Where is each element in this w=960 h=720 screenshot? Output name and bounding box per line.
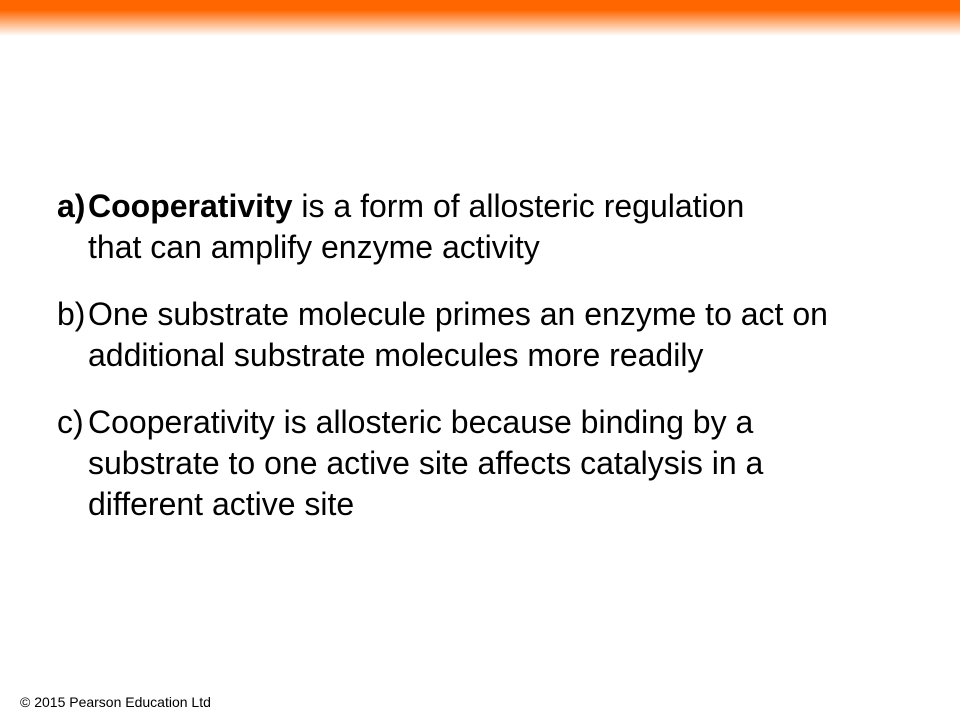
line-text: additional substrate molecules more readily — [88, 337, 704, 373]
line-text: substrate to one active site affects catalysis in a — [88, 445, 764, 481]
line-text: is a form of allosteric regulation — [292, 188, 745, 224]
header-gradient-bar — [0, 0, 960, 40]
line-text: different active site — [88, 486, 355, 522]
text-line — [88, 443, 763, 484]
text-line — [88, 402, 763, 443]
list-item-c-text — [88, 402, 763, 525]
list-item-c — [57, 402, 828, 525]
list-item-b — [57, 294, 828, 376]
line-text: that can amplify enzyme activity — [88, 229, 540, 265]
list-marker-a: a) — [57, 188, 86, 224]
list-item-b-text — [88, 294, 828, 376]
list-marker-c: c) — [57, 404, 84, 440]
list-marker-b: b) — [57, 296, 86, 332]
list-item-a-text — [88, 186, 744, 268]
text-line — [88, 484, 763, 525]
text-line — [88, 294, 828, 335]
text-line — [88, 335, 828, 376]
bold-term: Cooperativity — [88, 188, 293, 224]
line-text: One substrate molecule primes an enzyme to act on — [88, 296, 828, 332]
text-line — [88, 227, 744, 268]
copyright-notice: © 2015 Pearson Education Ltd — [20, 694, 211, 710]
list-item-a — [57, 186, 828, 268]
bullet-list — [57, 186, 828, 525]
line-text: Cooperativity is allosteric because binding by a — [88, 404, 754, 440]
text-line — [88, 186, 744, 227]
